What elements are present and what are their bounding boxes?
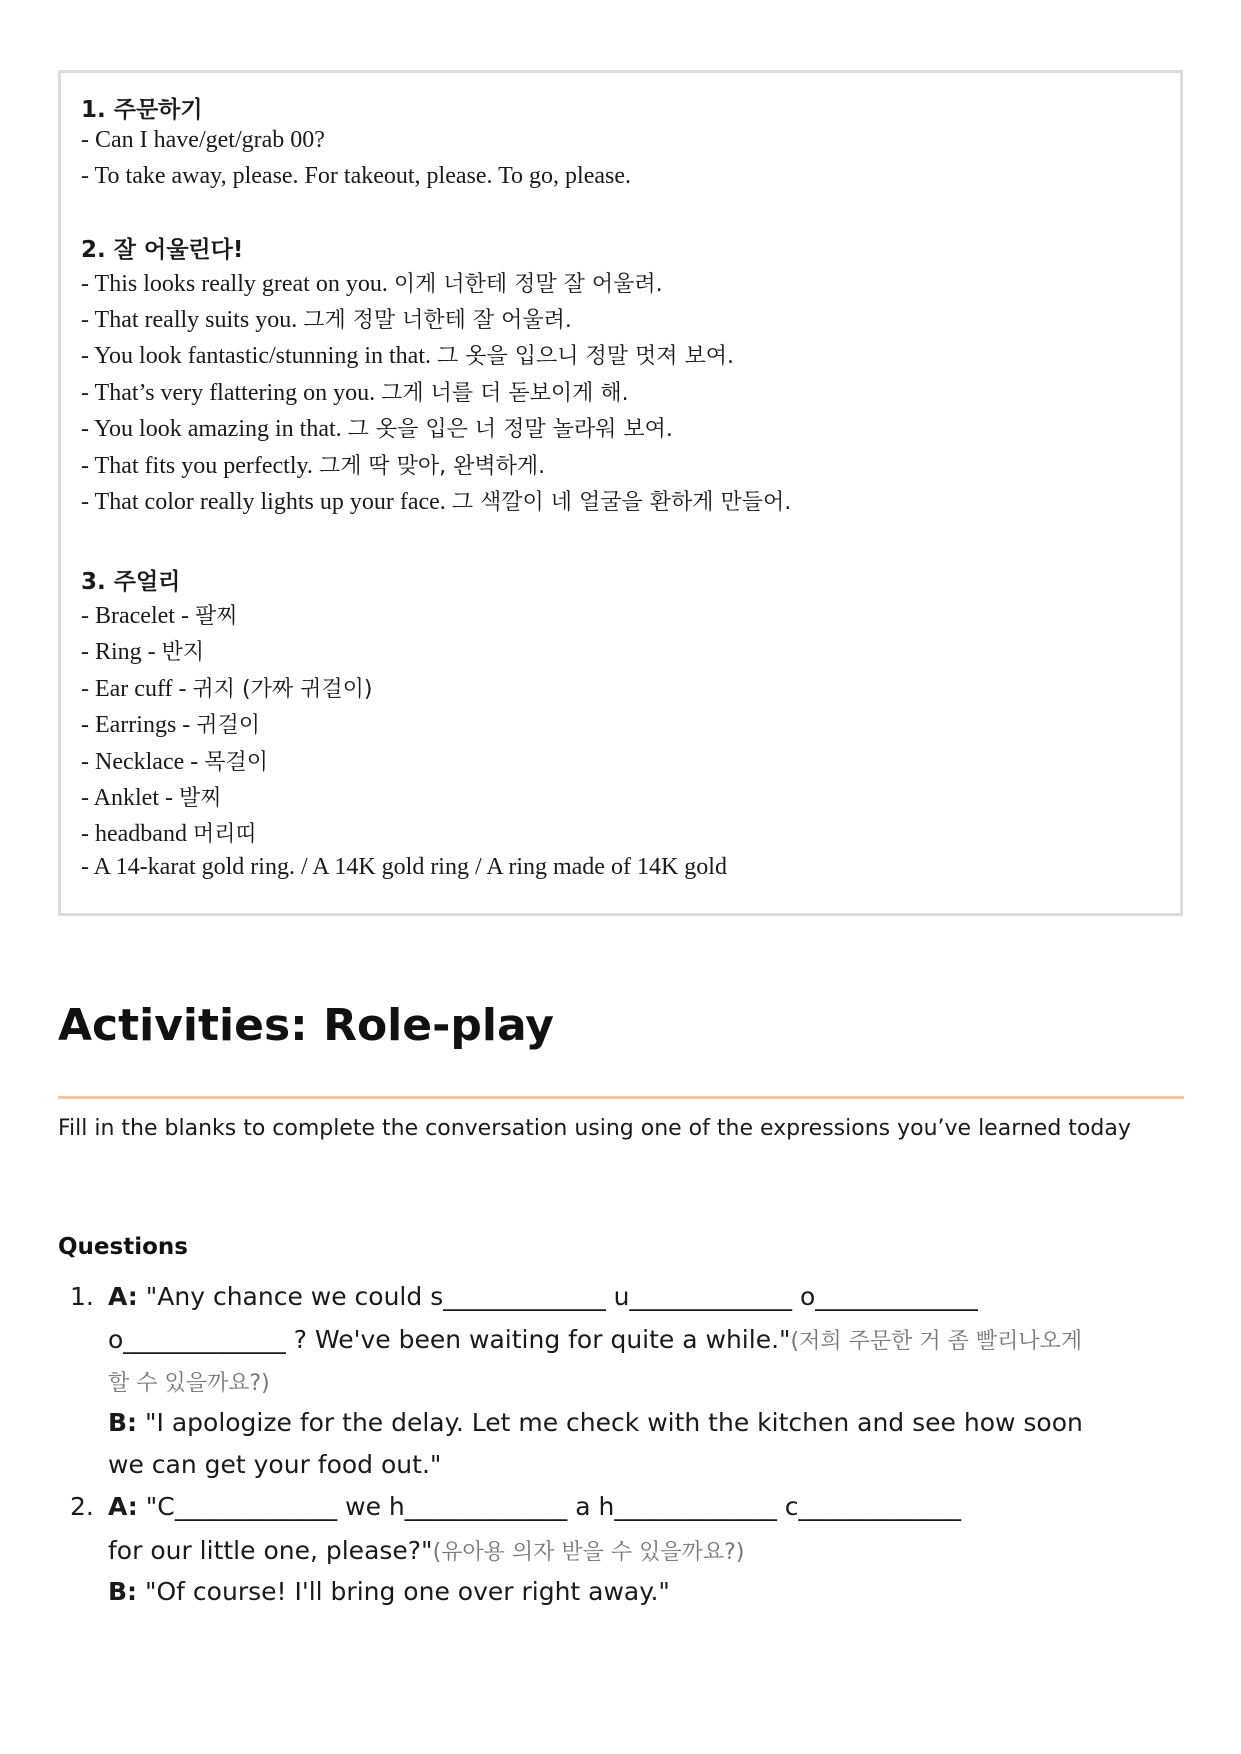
expressions-box [58,70,1183,916]
answer-line: B: "I apologize for the delay. Let me check with the kitchen and see how soon [108,1408,1083,1437]
section-heading-suits: 2. 잘 어울린다! [81,237,244,263]
question-number: 1. [70,1282,94,1311]
expression-line: - Can I have/get/grab 00? [81,127,325,153]
expression-line: - Bracelet - 팔찌 [81,603,238,629]
instructions: Fill in the blanks to complete the conversation using one of the expressions you’ve learned today [58,1116,1131,1141]
questions-heading: Questions [58,1234,188,1260]
section-heading-ordering: 1. 주문하기 [81,97,203,123]
expression-line: - Anklet - 발찌 [81,785,222,811]
divider [58,1096,1184,1099]
korean-hint: (유아용 의자 받을 수 있을까요?) [432,1540,745,1565]
expression-line: - A 14-karat gold ring. / A 14K gold ring / A ring made of 14K gold [81,854,727,880]
expression-line: - To take away, please. For takeout, please. To go, please. [81,163,632,189]
question-line: A: "C_____________ we h_____________ a h_____________ c_____________ [108,1492,962,1521]
korean-hint: (저희 주문한 거 좀 빨리나오게 [790,1329,1083,1354]
expression-line: - That color really lights up your face. 그 색깔이 네 얼굴을 환하게 만들어. [81,489,792,515]
expression-line: - That’s very flattering on you. 그게 너를 더 돋보이게 해. [81,380,629,406]
expression-line: - This looks really great on you. 이게 너한테 정말 잘 어울려. [81,271,663,297]
question-line: o_____________ ? We've been waiting for quite a while."(저희 주문한 거 좀 빨리나오게 [108,1325,1083,1354]
expression-line: - headband 머리띠 [81,821,257,847]
expression-line: - You look amazing in that. 그 옷을 입은 너 정말 놀라워 보여. [81,416,673,442]
expression-line: - Earrings - 귀걸이 [81,712,261,738]
expression-line: - Necklace - 목걸이 [81,749,269,775]
expression-line: - Ring - 반지 [81,639,205,665]
question-number: 2. [70,1492,94,1521]
expression-line: - You look fantastic/stunning in that. 그 옷을 입으니 정말 멋져 보여. [81,343,734,369]
korean-hint: 할 수 있을까요?) [108,1371,270,1396]
section-heading-jewelry: 3. 주얼리 [81,569,181,595]
answer-line: B: "Of course! I'll bring one over right away." [108,1577,670,1606]
question-line: for our little one, please?"(유아용 의자 받을 수 있을까요?) [108,1536,745,1565]
page-title: Activities: Role-play [58,1000,554,1051]
expression-line: - Ear cuff - 귀지 (가짜 귀걸이) [81,676,373,702]
expression-line: - That fits you perfectly. 그게 딱 맞아, 완벽하게. [81,453,546,479]
answer-line: we can get your food out." [108,1450,442,1479]
expression-line: - That really suits you. 그게 정말 너한테 잘 어울려. [81,307,572,333]
question-line: A: "Any chance we could s_____________ u_____________ o_____________ [108,1282,978,1311]
